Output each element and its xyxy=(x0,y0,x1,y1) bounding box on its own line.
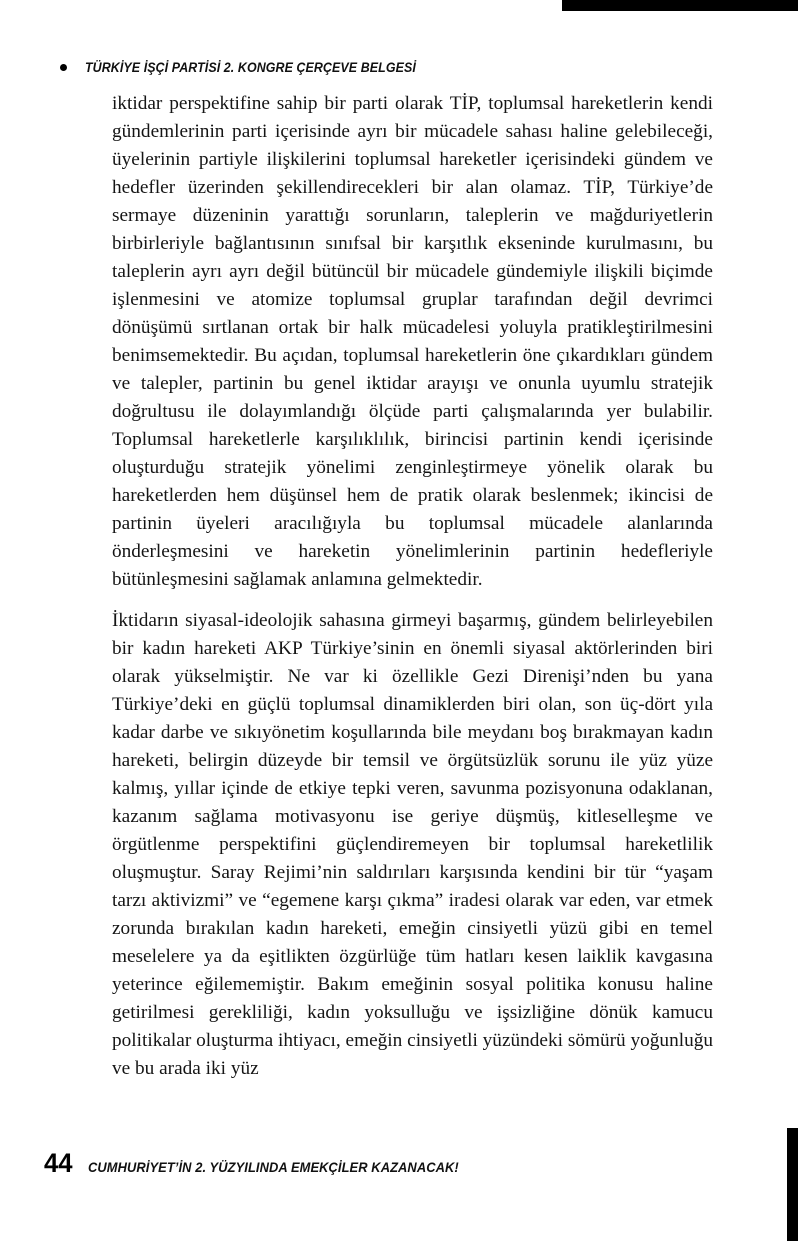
running-header-text: TÜRKİYE İŞÇİ PARTİSİ 2. KONGRE ÇERÇEVE BELGESİ xyxy=(85,60,416,75)
running-footer-text: CUMHURİYET’İN 2. YÜZYILINDA EMEKÇİLER KAZANACAK! xyxy=(88,1159,459,1175)
running-footer xyxy=(44,1148,491,1179)
paragraph: İktidarın siyasal-ideolojik sahasına girmeyi başarmış, gündem belirleyebilen bir kadın hareketi AKP Türkiye’sinin en önemli siyasal aktörlerinden biri olarak yükselmiştir. Ne var ki özellikle Gezi Direnişi’nden bu yana Türkiye’deki en güçlü toplumsal dinamiklerden biri olan, son üç-dört yıla kadar darbe ve sıkıyönetim koşullarında bile meydanı boş bırakmayan kadın hareketi, belirgin düzeyde bir temsil ve örgütsüzlük sorunu ile yüz yüze kalmış, yıllar içinde de etkiye tepki veren, savunma pozisyonuna odaklanan, kazanım sağlama motivasyonu ise geriye düşmüş, kitleselleşme ve örgütlenme perspektifini güçlendiremeyen bir toplumsal hareketlilik oluşmuştur. Saray Rejimi’nin saldırıları karşısında kendini bir tür “yaşam tarzı aktivizmi” ve “egemene karşı çıkma” iradesi olarak var eden, var etmek zorunda bırakılan kadın hareketi, emeğin cinsiyetli yüzü gibi en temel meselelere ya da eşitlikten özgürlüğe tüm hatları kesen laiklik kavgasına yeterince eğilememiştir. Bakım emeğinin sosyal politika konusu haline getirilmesi gerekliliği, kadın yoksulluğu ve işsizliğine dönük kamucu politikalar oluşturma ihtiyacı, emeğin cinsiyetli yüzündeki sömürü yoğunluğu ve bu arada iki yüz xyxy=(112,610,713,1079)
top-edge-black-bar xyxy=(562,0,798,11)
paragraph: iktidar perspektifine sahip bir parti olarak TİP, toplumsal hareketlerin kendi gündemlerinin parti içerisinde ayrı bir mücadele sahası haline gelebileceği, üyelerinin partiyle ilişkilerini toplumsal hareketler içerisindeki gündem ve hedefler üzerinden şekillendirecekleri bir alan olamaz. TİP, Türkiye’de sermaye düzeninin yarattığı sorunların, taleplerin ve mağduriyetlerin birbirleriyle bağlantısının sınıfsal bir karşıtlık ekseninde kurulmasını, bu taleplerin ayrı ayrı değil bütüncül bir mücadele gündemiyle ilişkili biçimde işlenmesini ve atomize toplumsal gruplar tarafından değil devrimci dönüşümü sırtlanan ortak bir halk mücadelesi yoluyla pratikleştirilmesini benimsemektedir. Bu açıdan, toplumsal hareketlerin öne çıkardıkları gündem ve talepler, partinin bu genel iktidar arayışı ve onunla uyumlu stratejik doğrultusu ile dolayımlandığı ölçüde parti çalışmalarında yer bulabilir. Toplumsal hareketlerle karşılıklılık, birincisi partinin kendi içerisinde oluşturduğu stratejik yönelimi zenginleştirmeye yönelik olarak bu hareketlerden hem düşünsel hem de pratik olarak beslenmek; ikincisi de partinin üyeleri aracılığıyla bu toplumsal mücadele alanlarında önderleşmesini ve hareketin yönelimlerinin partinin hedefleriyle bütünleşmesini sağlamak anlamına gelmektedir. xyxy=(112,93,713,590)
page-number: 44 xyxy=(44,1148,73,1178)
running-header xyxy=(60,60,445,75)
page-body xyxy=(112,90,713,1083)
right-edge-black-bar xyxy=(787,1128,798,1241)
bullet-icon xyxy=(60,64,67,71)
